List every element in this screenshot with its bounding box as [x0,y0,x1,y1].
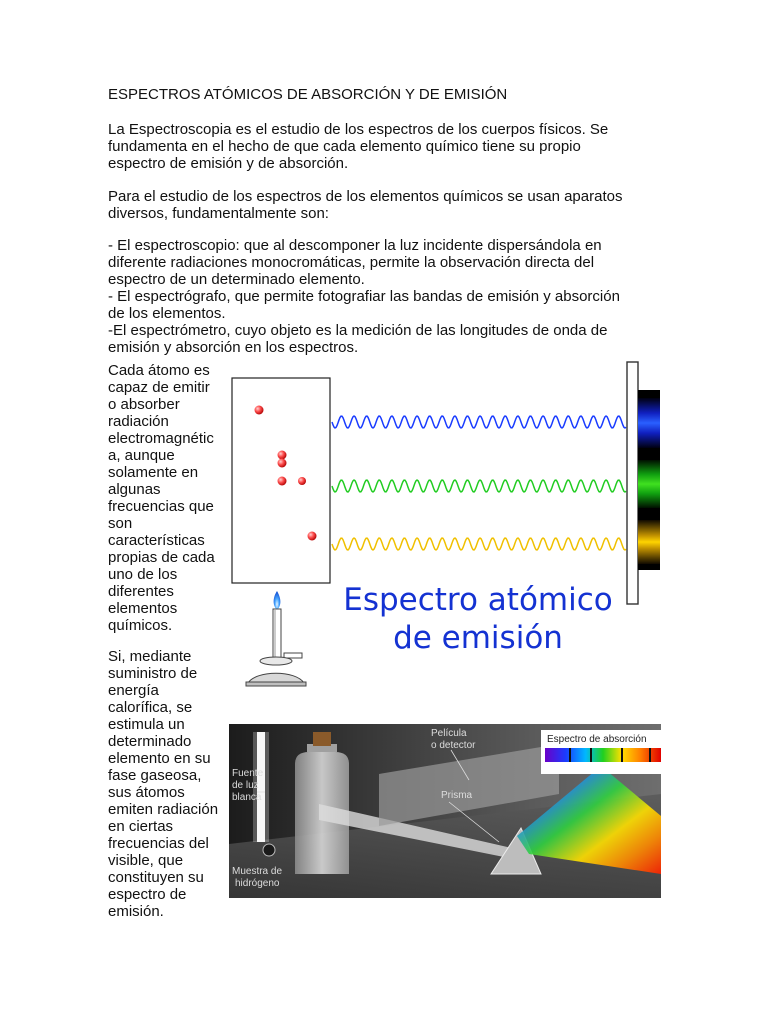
side-paragraph-energy [108,648,218,920]
detector-label: o detector [431,740,476,751]
atom-icon [308,532,317,541]
atom-icon [298,477,306,485]
text-line: suministro de [108,665,198,682]
list-item: -El espectrómetro, cuyo objeto es la medición de las longitudes de onda de [108,322,608,339]
yellow-emission-wave [332,538,626,550]
text-line: estimula un [108,716,185,733]
text-line: características [108,532,205,549]
list-item: - El espectroscopio: que al descomponer la luz incidente dispersándola en [108,237,602,254]
text-line: espectro de [108,886,187,903]
text-line: diferentes [108,583,174,600]
instrument-list [108,237,620,356]
sample-label-1: Muestra de [232,866,283,877]
text-line: propias de cada [108,549,215,566]
film-label: Película [431,728,467,739]
figure-caption-line-1: Espectro atómico [343,582,613,618]
text-line: Cada átomo es [108,362,210,379]
text-line: determinado [108,733,192,750]
text-line: capaz de emitir [108,379,210,396]
source-label-1: Fuente [232,768,264,779]
bunsen-burner-icon [246,591,306,686]
list-item: emisión y absorción en los espectros. [108,339,359,356]
text-line: elementos [108,600,178,617]
yellow-spectral-line [638,520,660,564]
atom-icon [255,406,264,415]
emission-spectrum-figure [226,360,666,692]
list-item: diferente radiaciones monocromáticas, permite la observación directa del [108,254,595,271]
text-line: espectro de emisión y de absorción. [108,155,349,172]
side-paragraph-emission [108,362,215,634]
hydrogen-bottle-icon [295,732,349,874]
text-line: Para el estudio de los espectros de los elementos químicos se usan aparatos [108,188,623,205]
text-line: La Espectroscopia es el estudio de los espectros de los cuerpos físicos. Se [108,121,609,138]
atom-icon [278,451,287,460]
text-line: elemento en su [108,750,211,767]
blue-emission-wave [332,416,626,428]
document-title: ESPECTROS ATÓMICOS DE ABSORCIÓN Y DE EMISIÓN [108,86,508,103]
text-line: químicos. [108,617,173,634]
figure-caption-line-2: de emisión [393,620,563,656]
green-emission-wave [332,480,626,492]
blue-spectral-line [638,398,660,448]
list-item: de los elementos. [108,305,226,322]
text-line: emisión. [108,903,164,920]
text-line: emiten radiación [108,801,219,818]
text-line: Si, mediante [108,648,192,665]
green-spectral-line [638,460,660,508]
text-line: algunas [108,481,161,498]
apparatus-paragraph [108,188,622,222]
text-line: son [108,515,133,532]
list-item: espectro de un determinado elemento. [108,271,365,288]
prism-label: Prisma [441,790,473,801]
sample-label-2: hidrógeno [235,878,280,889]
atom-icon [278,459,287,468]
absorption-spectrum-strip [545,748,661,762]
text-line: fase gaseosa, [108,767,202,784]
text-line: energía [108,682,159,699]
spectrum-label: Espectro de absorción [547,734,647,745]
text-line: frecuencias que [108,498,214,515]
intro-paragraph [108,121,608,172]
text-line: radiación [108,413,169,430]
text-line: diversos, fundamentalmente son: [108,205,329,222]
atom-icon [278,477,287,486]
text-line: o absorber [108,396,180,413]
text-line: frecuencias del [108,835,209,852]
detector-plate [627,362,638,604]
list-item: - El espectrógrafo, que permite fotografiar las bandas de emisión y absorción [108,288,620,305]
text-line: uno de los [108,566,178,583]
burner-icon [263,844,275,856]
source-label-2: de luz [232,780,259,791]
text-line: calorífica, se [108,699,193,716]
text-line: fundamenta en el hecho de que cada elemento químico tiene su propio [108,138,581,155]
text-line: sus átomos [108,784,185,801]
source-label-3: blanca [232,792,262,803]
text-line: electromagnétic [108,430,214,447]
text-line: a, aunque [108,447,175,464]
text-line: solamente en [108,464,199,481]
text-line: en ciertas [108,818,174,835]
text-line: visible, que [108,852,184,869]
text-line: constituyen su [108,869,204,886]
absorption-apparatus-figure [229,724,661,898]
